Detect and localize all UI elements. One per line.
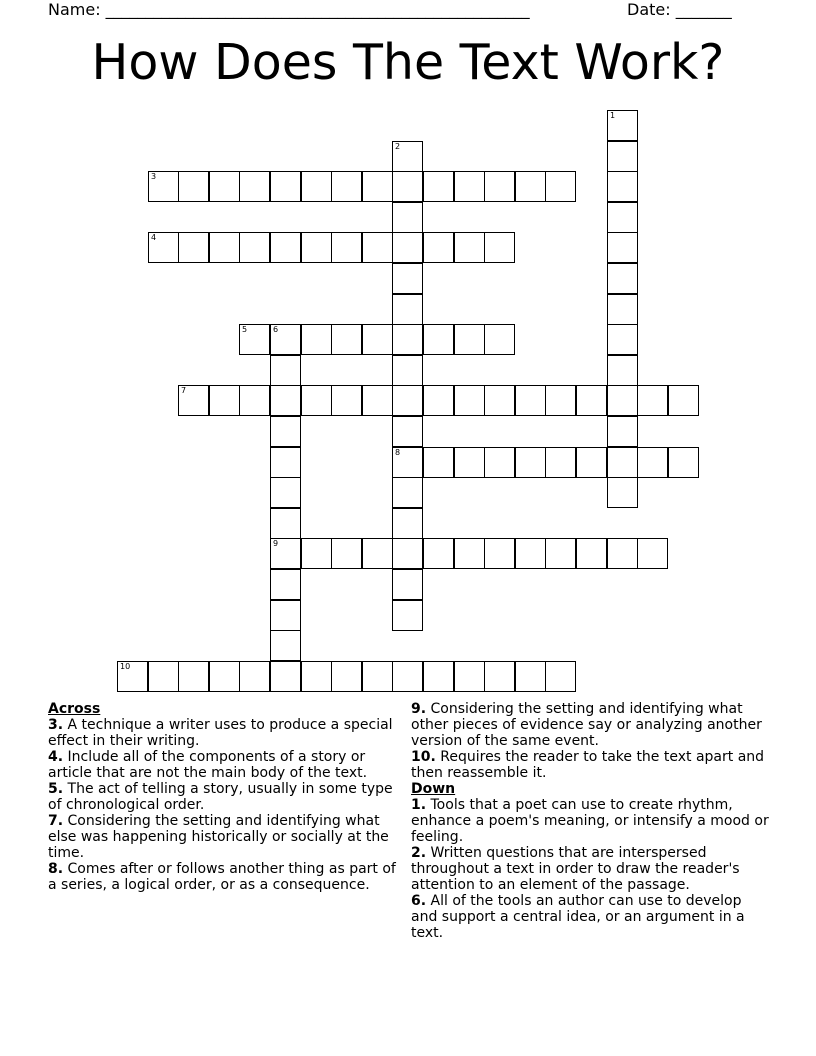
- crossword-cell[interactable]: [423, 447, 454, 478]
- crossword-cell[interactable]: [270, 661, 301, 692]
- crossword-cell[interactable]: [148, 661, 179, 692]
- crossword-cell[interactable]: [270, 569, 301, 600]
- clue-number: 8.: [48, 861, 64, 877]
- crossword-cell[interactable]: [362, 538, 393, 569]
- crossword-cell[interactable]: [637, 538, 668, 569]
- crossword-cell[interactable]: [362, 232, 393, 263]
- crossword-cell[interactable]: [209, 171, 240, 202]
- crossword-cell[interactable]: [484, 538, 515, 569]
- crossword-cell[interactable]: [515, 171, 546, 202]
- crossword-cell[interactable]: [607, 538, 638, 569]
- clue-number: 3.: [48, 717, 64, 733]
- crossword-cell[interactable]: [331, 324, 362, 355]
- clue-text: A technique a writer uses to produce a special effect in their writing.: [48, 717, 393, 749]
- crossword-cell[interactable]: [392, 508, 423, 539]
- crossword-cell[interactable]: [607, 263, 638, 294]
- crossword-cell[interactable]: [148, 171, 179, 202]
- crossword-cell[interactable]: [392, 232, 423, 263]
- crossword-cell[interactable]: [331, 538, 362, 569]
- clue-number: 5.: [48, 781, 64, 797]
- crossword-cell[interactable]: [392, 202, 423, 233]
- clue-number-label: 1: [610, 111, 616, 120]
- clue-number-label: 4: [151, 233, 157, 242]
- crossword-cell[interactable]: [545, 661, 576, 692]
- crossword-cell[interactable]: [331, 171, 362, 202]
- name-field-label: Name: _____________________________________________________: [48, 0, 530, 19]
- crossword-cell[interactable]: [392, 661, 423, 692]
- clue-across-7: [48, 813, 398, 861]
- crossword-cell[interactable]: [362, 171, 393, 202]
- clue-number: 10.: [411, 749, 436, 765]
- crossword-cell[interactable]: [392, 385, 423, 416]
- crossword-cell[interactable]: [423, 538, 454, 569]
- clue-across-8: [48, 861, 398, 893]
- crossword-cell[interactable]: [301, 324, 332, 355]
- crossword-cell[interactable]: [423, 385, 454, 416]
- clue-across-3: [48, 717, 398, 749]
- crossword-cell[interactable]: [545, 447, 576, 478]
- crossword-cell[interactable]: [545, 171, 576, 202]
- crossword-cell[interactable]: [607, 202, 638, 233]
- clue-text: Considering the setting and identifying what else was happening historically or socially at the time.: [48, 813, 389, 861]
- crossword-cell[interactable]: [270, 171, 301, 202]
- crossword-cell[interactable]: [270, 355, 301, 386]
- crossword-cell[interactable]: [607, 447, 638, 478]
- crossword-cell[interactable]: [270, 324, 301, 355]
- crossword-cell[interactable]: [239, 324, 270, 355]
- clue-number-label: 5: [242, 325, 248, 334]
- crossword-cell[interactable]: [423, 232, 454, 263]
- crossword-cell[interactable]: [607, 416, 638, 447]
- crossword-cell[interactable]: [454, 538, 485, 569]
- crossword-cell[interactable]: [607, 355, 638, 386]
- crossword-cell[interactable]: [392, 416, 423, 447]
- clue-number: 6.: [411, 893, 427, 909]
- clue-text: Comes after or follows another thing as part of a series, a logical order, or as a consequence.: [48, 861, 396, 893]
- clue-number: 9.: [411, 701, 427, 717]
- crossword-cell[interactable]: [484, 324, 515, 355]
- crossword-cell[interactable]: [148, 232, 179, 263]
- clues-right-column: [411, 701, 771, 941]
- clue-number-label: 10: [120, 662, 131, 671]
- crossword-cell[interactable]: [484, 447, 515, 478]
- crossword-cell[interactable]: [392, 141, 423, 172]
- clues-left-column: [48, 701, 398, 893]
- crossword-cell[interactable]: [392, 600, 423, 631]
- crossword-cell[interactable]: [270, 538, 301, 569]
- across-heading: Across: [48, 701, 101, 717]
- crossword-cell[interactable]: [392, 324, 423, 355]
- crossword-cell[interactable]: [301, 661, 332, 692]
- crossword-cell[interactable]: [515, 447, 546, 478]
- crossword-cell[interactable]: [301, 538, 332, 569]
- crossword-cell[interactable]: [270, 477, 301, 508]
- crossword-cell[interactable]: [392, 447, 423, 478]
- crossword-cell[interactable]: [484, 385, 515, 416]
- crossword-cell[interactable]: [270, 508, 301, 539]
- crossword-cell[interactable]: [392, 263, 423, 294]
- date-field-label: Date: _______: [627, 0, 732, 19]
- crossword-cell[interactable]: [607, 324, 638, 355]
- crossword-cell[interactable]: [331, 385, 362, 416]
- clue-down-2: [411, 845, 771, 893]
- crossword-cell[interactable]: [515, 661, 546, 692]
- crossword-cell[interactable]: [576, 447, 607, 478]
- crossword-cell[interactable]: [607, 477, 638, 508]
- clue-number-label: 8: [395, 448, 401, 457]
- crossword-cell[interactable]: [239, 232, 270, 263]
- clue-across-5: [48, 781, 398, 813]
- crossword-cell[interactable]: [392, 171, 423, 202]
- crossword-cell[interactable]: [392, 569, 423, 600]
- crossword-cell[interactable]: [209, 232, 240, 263]
- clue-number: 1.: [411, 797, 427, 813]
- crossword-cell[interactable]: [239, 661, 270, 692]
- crossword-cell[interactable]: [178, 171, 209, 202]
- crossword-cell[interactable]: [362, 385, 393, 416]
- page-title: How Does The Text Work?: [91, 34, 725, 91]
- crossword-cell[interactable]: [607, 385, 638, 416]
- crossword-cell[interactable]: [515, 538, 546, 569]
- crossword-cell[interactable]: [484, 232, 515, 263]
- crossword-cell[interactable]: [178, 661, 209, 692]
- crossword-cell[interactable]: [392, 538, 423, 569]
- crossword-cell[interactable]: [270, 447, 301, 478]
- crossword-cell[interactable]: [454, 385, 485, 416]
- crossword-cell[interactable]: [545, 538, 576, 569]
- crossword-cell[interactable]: [117, 661, 148, 692]
- crossword-cell[interactable]: [607, 110, 638, 141]
- crossword-cell[interactable]: [392, 294, 423, 325]
- crossword-cell[interactable]: [668, 385, 699, 416]
- crossword-cell[interactable]: [545, 385, 576, 416]
- clue-text: Include all of the components of a story or article that are not the main body of the text.: [48, 749, 368, 781]
- crossword-cell[interactable]: [454, 232, 485, 263]
- crossword-cell[interactable]: [362, 324, 393, 355]
- crossword-cell[interactable]: [607, 232, 638, 263]
- crossword-cell[interactable]: [423, 324, 454, 355]
- crossword-cell[interactable]: [301, 232, 332, 263]
- crossword-cell[interactable]: [178, 385, 209, 416]
- clue-number-label: 7: [181, 386, 187, 395]
- crossword-cell[interactable]: [637, 447, 668, 478]
- clue-across-10: [411, 749, 771, 781]
- clue-text: The act of telling a story, usually in some type of chronological order.: [48, 781, 393, 813]
- clue-number: 7.: [48, 813, 64, 829]
- crossword-cell[interactable]: [423, 171, 454, 202]
- crossword-cell[interactable]: [607, 294, 638, 325]
- clue-number: 2.: [411, 845, 427, 861]
- clue-text: Written questions that are interspersed throughout a text in order to draw the reader's attention to an element of the passage.: [411, 845, 740, 893]
- crossword-cell[interactable]: [270, 232, 301, 263]
- crossword-cell[interactable]: [515, 385, 546, 416]
- crossword-cell[interactable]: [331, 661, 362, 692]
- crossword-cell[interactable]: [239, 171, 270, 202]
- crossword-cell[interactable]: [454, 447, 485, 478]
- crossword-cell[interactable]: [239, 385, 270, 416]
- crossword-cell[interactable]: [576, 538, 607, 569]
- crossword-cell[interactable]: [423, 661, 454, 692]
- clue-number-label: 6: [273, 325, 279, 334]
- crossword-cell[interactable]: [209, 661, 240, 692]
- crossword-cell[interactable]: [484, 171, 515, 202]
- crossword-cell[interactable]: [484, 661, 515, 692]
- crossword-cell[interactable]: [454, 324, 485, 355]
- clue-down-1: [411, 797, 771, 845]
- clue-number-label: 9: [273, 539, 279, 548]
- clue-number: 4.: [48, 749, 64, 765]
- clue-number-label: 2: [395, 142, 401, 151]
- crossword-cell[interactable]: [362, 661, 393, 692]
- crossword-cell[interactable]: [668, 447, 699, 478]
- crossword-cell[interactable]: [270, 630, 301, 661]
- crossword-cell[interactable]: [270, 416, 301, 447]
- crossword-cell[interactable]: [607, 141, 638, 172]
- crossword-cell[interactable]: [454, 661, 485, 692]
- crossword-cell[interactable]: [178, 232, 209, 263]
- clue-across-4: [48, 749, 398, 781]
- clue-text: Requires the reader to take the text apart and then reassemble it.: [411, 749, 765, 781]
- crossword-cell[interactable]: [392, 477, 423, 508]
- crossword-cell[interactable]: [270, 385, 301, 416]
- crossword-cell[interactable]: [576, 385, 607, 416]
- crossword-cell[interactable]: [301, 385, 332, 416]
- clue-text: Tools that a poet can use to create rhythm, enhance a poem's meaning, or intensify a mood or feeling.: [411, 797, 769, 845]
- crossword-cell[interactable]: [301, 171, 332, 202]
- crossword-cell[interactable]: [270, 600, 301, 631]
- crossword-cell[interactable]: [209, 385, 240, 416]
- crossword-cell[interactable]: [331, 232, 362, 263]
- crossword-cell[interactable]: [454, 171, 485, 202]
- clue-text: Considering the setting and identifying what other pieces of evidence say or analyzing another version of the same event.: [411, 701, 762, 749]
- clue-down-6: [411, 893, 771, 941]
- clue-across-9: [411, 701, 771, 749]
- clue-number-label: 3: [151, 172, 157, 181]
- crossword-cell[interactable]: [637, 385, 668, 416]
- down-heading: Down: [411, 781, 456, 797]
- crossword-cell[interactable]: [607, 171, 638, 202]
- crossword-cell[interactable]: [392, 355, 423, 386]
- clue-text: All of the tools an author can use to develop and support a central idea, or an argument in a text.: [411, 893, 745, 941]
